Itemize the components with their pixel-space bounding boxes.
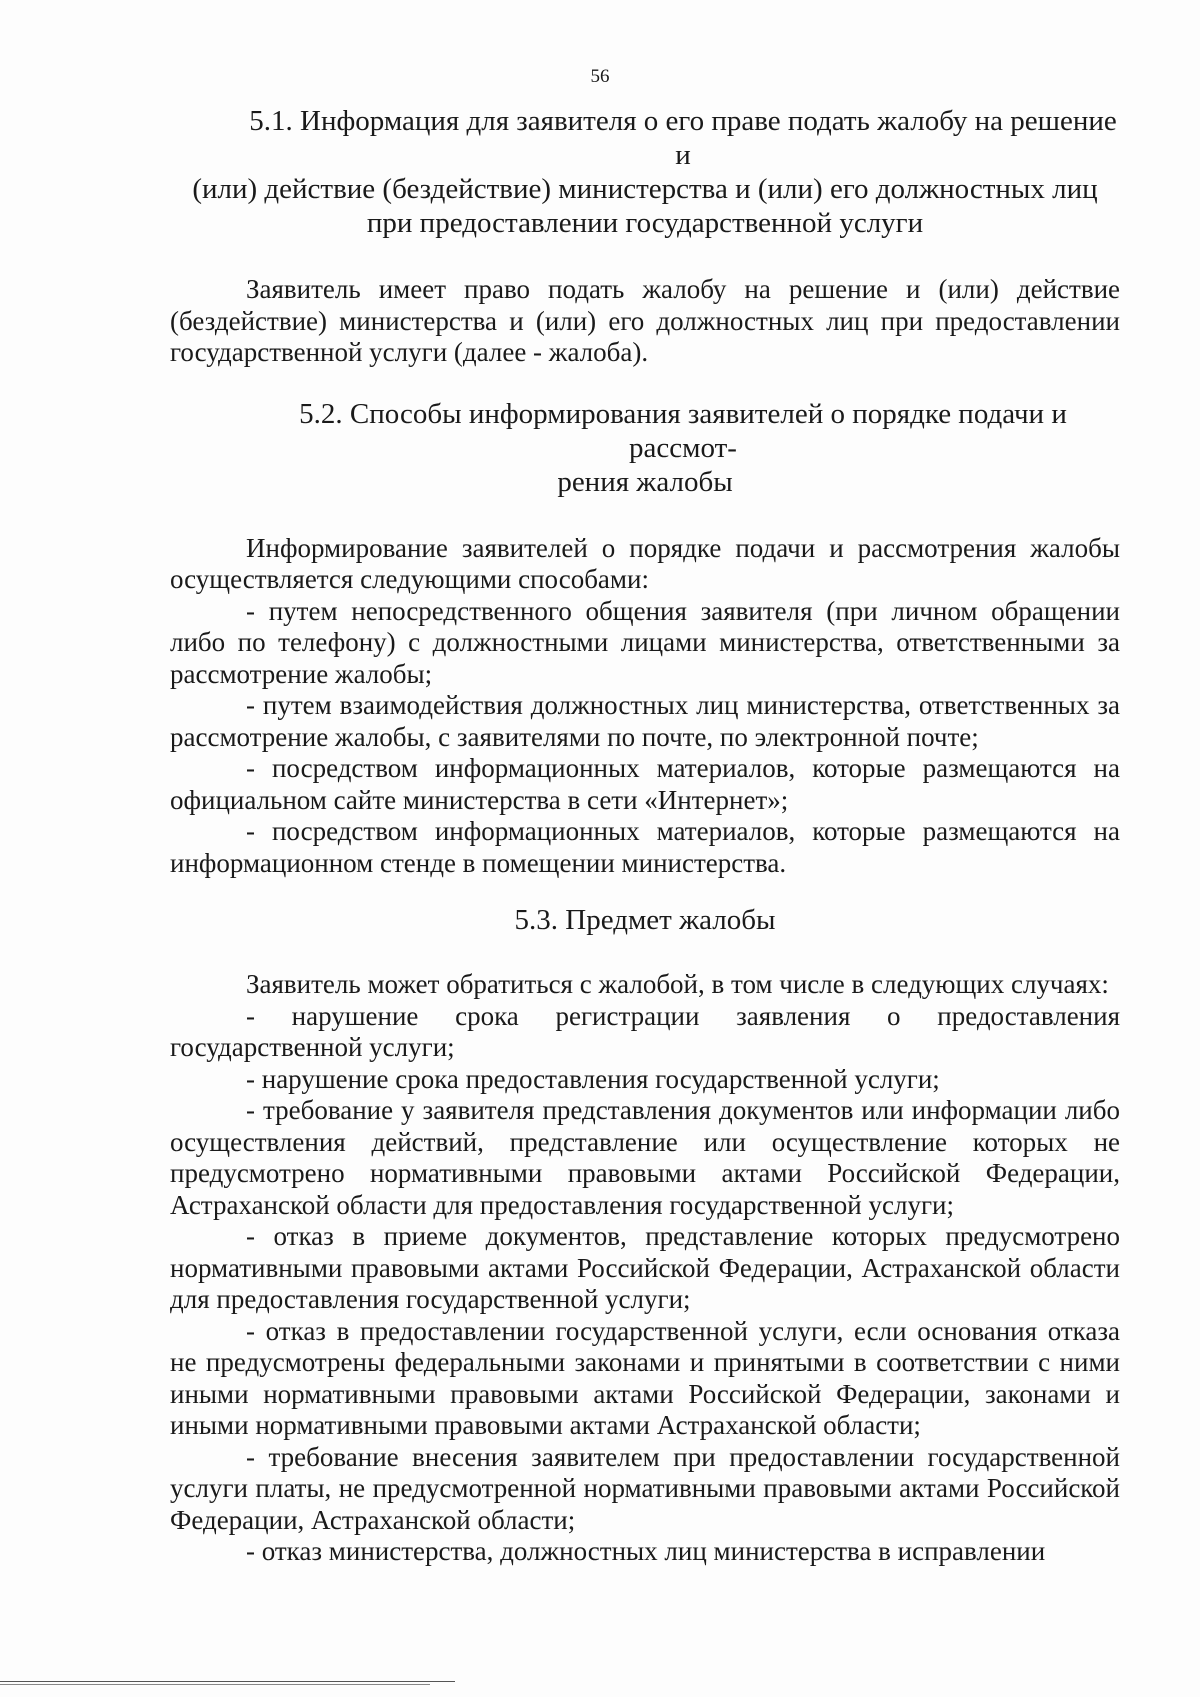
- page-number: 56: [590, 66, 610, 87]
- section-heading-line: рения жалобы: [557, 465, 733, 498]
- list-item: - отказ министерства, должностных лиц министерства в исправлении: [246, 1536, 1046, 1566]
- list-item: - посредством информационных материалов, которые размещаются на информационном стенде в помещении министерства.: [170, 816, 1120, 878]
- list-item: - путем непосредственного общения заявителя (при личном обращении либо по телефону) с должностными лицами министерства, ответственными за рассмотрение жалобы;: [170, 595, 1120, 689]
- section-heading-5-3: [170, 903, 1120, 937]
- section-heading-line: 5.2. Способы информирования заявителей о порядке подачи и рассмот-: [299, 397, 1067, 464]
- list-item: - путем взаимодействия должностных лиц министерства, ответственных за рассмотрение жалобы, с заявителями по почте, по электронной почте;: [170, 690, 1120, 752]
- paragraph: Заявитель может обратиться с жалобой, в том числе в следующих случаях:: [246, 969, 1109, 999]
- section-heading-5-1: [170, 104, 1120, 240]
- section-heading-line: 5.3. Предмет жалобы: [514, 904, 776, 936]
- paragraph: Заявитель имеет право подать жалобу на решение и (или) действие (бездействие) министерства и (или) его должностных лиц при предоставлении государственной услуги (далее - жалоба).: [170, 274, 1120, 367]
- list-item: - требование у заявителя представления документов или информации либо осуществления действий, представление или осуществление которых не предусмотрено нормативными правовыми актами Российской Федерации, Астраханской области для предоставления государственной услуги;: [170, 1095, 1120, 1220]
- list-item: - нарушение срока регистрации заявления о предоставления государственной услуги;: [170, 1000, 1120, 1062]
- list-item: - посредством информационных материалов, которые размещаются на официальном сайте министерства в сети «Интернет»;: [170, 753, 1120, 815]
- section-heading-line: 5.1. Информация для заявителя о его праве подать жалобу на решение и: [249, 105, 1117, 171]
- list-item: - отказ в приеме документов, представление которых предусмотрено нормативными правовыми актами Российской Федерации, Астраханской области для предоставления государственной услуги;: [170, 1221, 1120, 1314]
- scan-edge-line: [0, 1681, 455, 1682]
- section-heading-line: (или) действие (бездействие) министерства и (или) его должностных лиц при предоставлении государственной услуги: [192, 173, 1098, 239]
- paragraph: Информирование заявителей о порядке подачи и рассмотрения жалобы осуществляется следующими способами:: [170, 532, 1120, 594]
- list-item: - нарушение срока предоставления государственной услуги;: [246, 1063, 940, 1094]
- section-heading-5-2: [170, 397, 1120, 499]
- list-item: - требование внесения заявителем при предоставлении государственной услуги платы, не предусмотренной нормативными правовыми актами Российской Федерации, Астраханской области;: [170, 1441, 1120, 1535]
- list-item: - отказ в предоставлении государственной услуги, если основания отказа не предусмотрены федеральными законами и принятыми в соответствии с ними иными нормативными правовыми актами Российской Федерации, законами и иными нормативными правовыми актами Астраханской области;: [170, 1315, 1120, 1440]
- scan-edge-line: [0, 1684, 430, 1685]
- document-body: [170, 104, 1120, 1568]
